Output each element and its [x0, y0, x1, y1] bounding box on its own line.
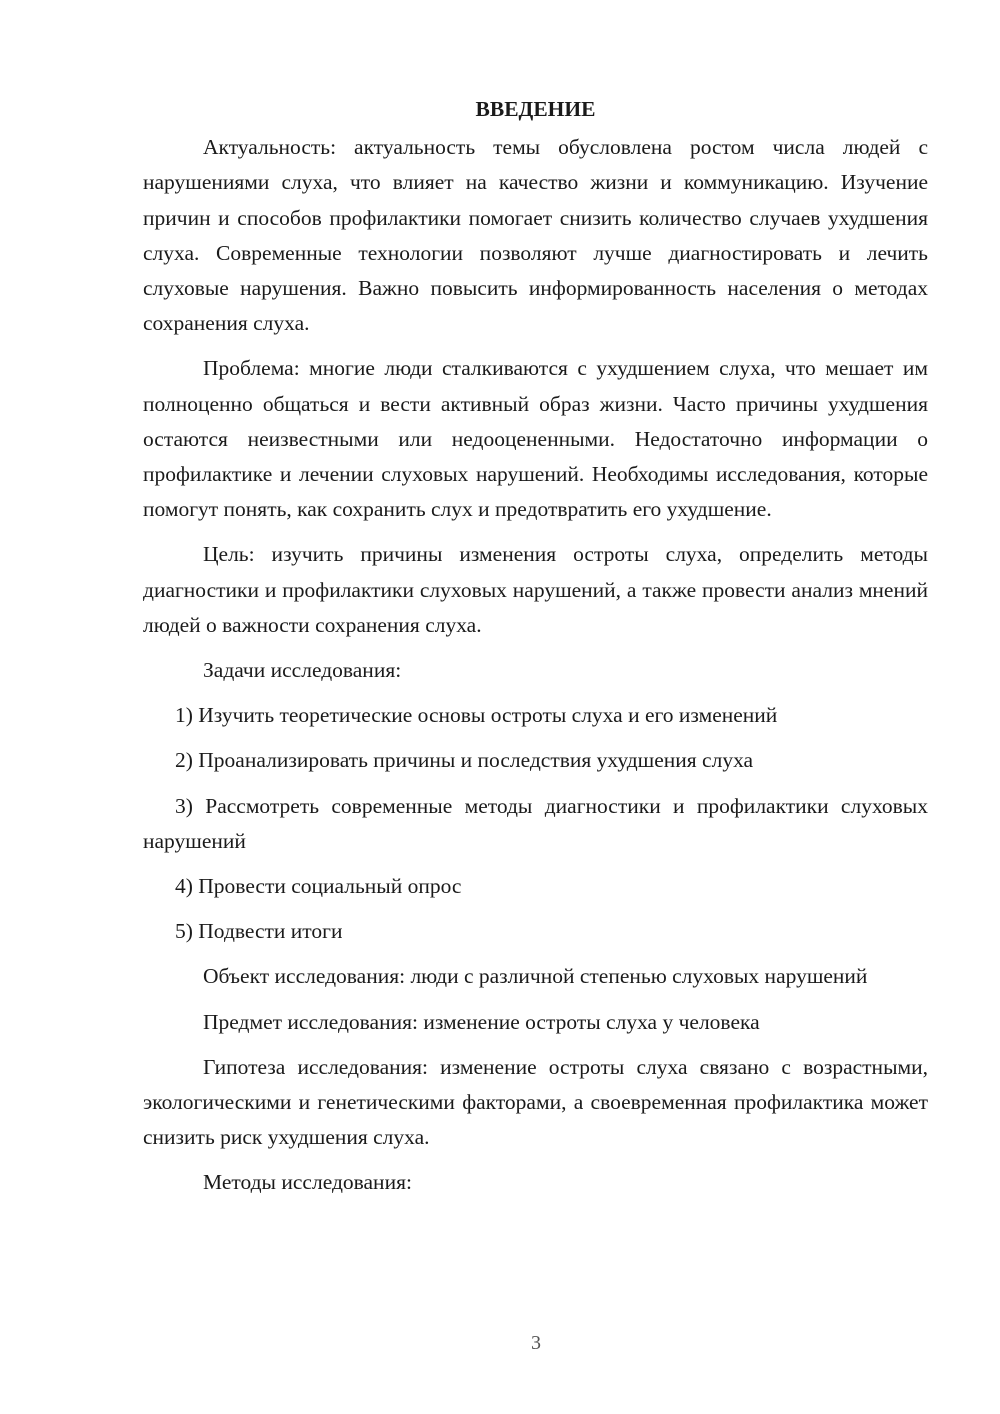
tasks-list	[143, 698, 928, 949]
list-item: 1) Изучить теоретические основы остроты слуха и его изменений	[175, 703, 778, 728]
section-title: ВВЕДЕНИЕ	[475, 97, 596, 121]
hypothesis-paragraph: Гипотеза исследования: изменение остроты слуха связано с возрастными, экологическими и генетическими факторами, а своевременная профилактика может снизить риск ухудшения слуха.	[143, 1054, 928, 1150]
problem-paragraph: Проблема: многие люди сталкиваются с ухудшением слуха, что мешает им полноценно общаться и вести активный образ жизни. Часто причины ухудшения остаются неизвестными или недооцененными. Недостаточно информации о профилактике и лечении слуховых нарушений. Необходимы исследования, которые помогут понять, как сохранить слух и предотвратить его ухудшение.	[143, 356, 928, 522]
methods-heading: Методы исследования:	[203, 1170, 412, 1195]
relevance-paragraph: Актуальность: актуальность темы обусловлена ростом числа людей с нарушениями слуха, что влияет на качество жизни и коммуникацию. Изучение причин и способов профилактики помогает снизить количество случаев ухудшения слуха. Современные технологии позволяют лучше диагностировать и лечить слуховые нарушения. Важно повысить информированность населения о методах сохранения слуха.	[143, 135, 928, 336]
subject-paragraph: Предмет исследования: изменение остроты слуха у человека	[203, 1009, 760, 1034]
document-page	[143, 92, 928, 1211]
page-number: 3	[531, 1332, 541, 1354]
tasks-heading: Задачи исследования:	[203, 658, 402, 683]
object-paragraph: Объект исследования: люди с различной степенью слуховых нарушений	[203, 964, 868, 989]
goal-paragraph: Цель: изучить причины изменения остроты слуха, определить методы диагностики и профилактики слуховых нарушений, а также провести анализ мнений людей о важности сохранения слуха.	[143, 542, 928, 637]
list-item: 4) Провести социальный опрос	[175, 874, 462, 899]
list-item: 5) Подвести итоги	[175, 919, 343, 944]
list-item: 3) Рассмотреть современные методы диагностики и профилактики слуховых нарушений	[143, 793, 928, 853]
list-item: 2) Проанализировать причины и последствия ухудшения слуха	[175, 748, 754, 773]
